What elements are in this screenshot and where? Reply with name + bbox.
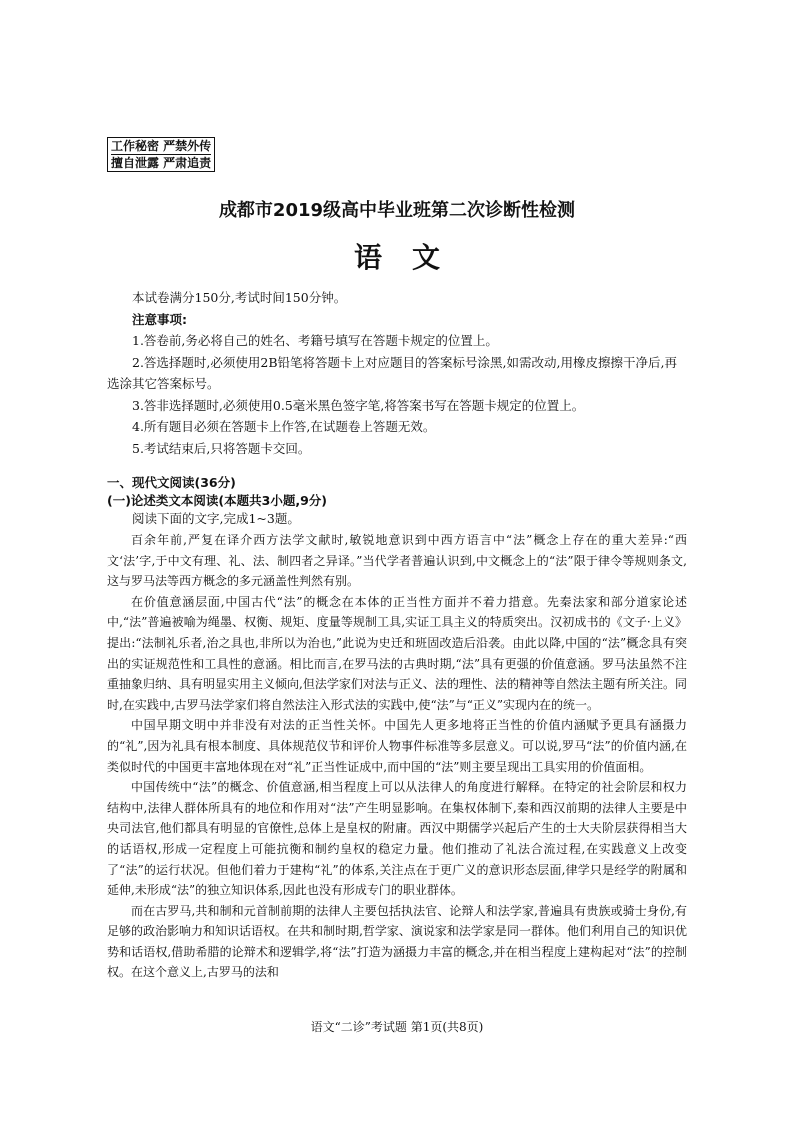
instruction-item-2: 2.答选择题时,必须使用2B铅笔将答题卡上对应题目的答案标号涂黑,如需改动,用橡皮擦擦干净后,再选涂其它答案标号。	[107, 354, 677, 391]
passage-paragraph-3: 中国早期文明中并非没有对法的正当性关怀。中国先人更多地将正当性的价值内涵赋予更具有涵摄力的“礼”,因为礼具有根本制度、具体规范仪节和评价人物事件标准等多层意义。可以说,罗马“法”的价值内涵,在类似时代的中国更丰富地体现在对“礼”正当性证成中,而中国的“法”则主要呈现出工具实用的价值面相。	[107, 718, 687, 774]
stamp-line-2: 擅自泄露 严肃追责	[111, 156, 212, 170]
passage-paragraph-4: 中国传统中“法”的概念、价值意涵,相当程度上可以从法律人的角度进行解释。在特定的社会阶层和权力结构中,法律人群体所具有的地位和作用对“法”产生明显影响。在集权体制下,秦和西汉前期的法律人主要是中央司法官,他们都具有明显的官僚性,总体上是皇权的附庸。西汉中期儒学兴起后产生的士大夫阶层获得相当大的话语权,形成一定程度上可能抗衡和制约皇权的稳定力量。他们推动了礼法合流过程,在实践意义上改变了“法”的运行状况。但他们着力于建构“礼”的体系,关注点在于更广义的意识形态层面,律学只是经学的附属和延伸,未形成“法”的独立知识体系,因此也没有形成专门的职业群体。	[107, 780, 687, 898]
instructions-block	[107, 287, 687, 459]
section-header	[107, 474, 687, 528]
section-title: 一、现代文阅读(36分)	[107, 475, 236, 490]
instruction-item-4: 4.所有题目必须在答题卡上作答,在试题卷上答题无效。	[132, 419, 436, 434]
instruction-item-3: 3.答非选择题时,必须使用0.5毫米黑色签字笔,将答案书写在答题卡规定的位置上。	[132, 397, 585, 413]
stamp-line-1: 工作秘密 严禁外传	[111, 139, 212, 153]
instruction-item-5: 5.考试结束后,只将答题卡交回。	[132, 440, 311, 456]
exam-title: 成都市2019级高中毕业班第二次诊断性检测	[218, 200, 576, 221]
notice-label: 注意事项:	[132, 311, 187, 327]
reading-passage	[107, 530, 687, 983]
passage-paragraph-1: 百余年前,严复在译介西方法学文献时,敏锐地意识到中西方语言中“法”概念上存在的重大差异:“西文‘法’字,于中文有理、礼、法、制四者之异译。”当代学者普遍认识到,中文概念上的“法”限于律令等规则条文,这与罗马法等西方概念的多元涵盖性判然有别。	[107, 533, 687, 589]
instructions-intro: 本试卷满分150分,考试时间150分钟。	[132, 290, 347, 305]
passage-paragraph-5: 而在古罗马,共和制和元首制前期的法律人主要包括执法官、论辩人和法学家,普遍具有贵族或骑士身份,有足够的政治影响力和知识话语权。在共和制时期,哲学家、演说家和法学家是同一群体。他们利用自己的知识优势和话语权,借助希腊的论辩术和逻辑学,将“法”打造为涵摄力丰富的概念,并在相当程度上建构起对“法”的控制权。在这个意义上,古罗马的法和	[107, 903, 687, 980]
page-footer: 语文“二诊”考试题 第1页(共8页)	[310, 1020, 484, 1034]
subject-title: 语文	[353, 241, 470, 274]
instruction-item-1: 1.答卷前,务必将自己的姓名、考籍号填写在答题卡规定的位置上。	[132, 333, 498, 348]
subsection-title: (一)论述类文本阅读(本题共3小题,9分)	[107, 493, 327, 508]
confidential-stamp	[107, 137, 215, 172]
passage-paragraph-2: 在价值意涵层面,中国古代“法”的概念在本体的正当性方面并不着力措意。先秦法家和部分道家论述中,“法”普遍被喻为绳墨、权衡、规矩、度量等规制工具,实证工具主义的特质突出。汉初成书的《文子·上义》提出:“法制礼乐者,治之具也,非所以为治也,”此说为史迁和班固改造后沿袭。由此以降,中国的“法”概念具有突出的实证规范性和工具性的意涵。相比而言,在罗马法的古典时期,“法”具有更强的价值意涵。罗马法虽然不注重抽象归纳、具有明显实用主义倾向,但法学家们对法与正义、法的理性、法的精神等自然法主题有所关注。同时,在实践中,古罗马法学家们将自然法注入形式法的实践中,使“法”与“正义”实现内在的统一。	[107, 594, 687, 712]
reading-intro: 阅读下面的文字,完成1~3题。	[132, 511, 300, 526]
